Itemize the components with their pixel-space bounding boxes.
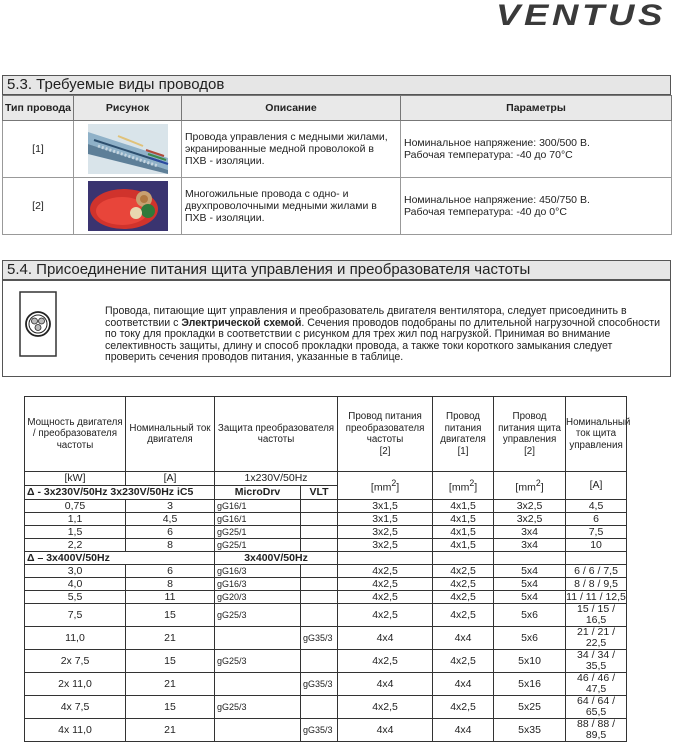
table-cell — [301, 513, 338, 526]
wire-description: Провода управления с медными жилами, экранированные медной проволокой в ПХВ - изоляции. — [182, 121, 401, 178]
table-cell: 5x6 — [494, 627, 566, 650]
multicore-cable-image — [88, 181, 168, 231]
power-wire-table — [24, 396, 631, 742]
table-row — [25, 627, 627, 650]
table-cell: 4x1,5 — [433, 539, 494, 552]
table-cell: 15 — [126, 696, 215, 719]
table-cell: 6 / 6 / 7,5 — [566, 565, 627, 578]
table-cell: 34 / 34 / 35,5 — [566, 650, 627, 673]
table-cell — [215, 673, 301, 696]
table-cell — [301, 591, 338, 604]
table-cell: 1,1 — [25, 513, 126, 526]
table-row — [25, 578, 627, 591]
table-cell: 3x1,5 — [338, 513, 433, 526]
table-cell — [301, 500, 338, 513]
table-cell: 4x2,5 — [433, 591, 494, 604]
table-cell: 21 / 21 / 22,5 — [566, 627, 627, 650]
col-type: Тип провода — [3, 96, 74, 121]
wire-params — [401, 121, 672, 178]
table-cell: 2x 7,5 — [25, 650, 126, 673]
table-cell: 7,5 — [25, 604, 126, 627]
table-cell: 4x 7,5 — [25, 696, 126, 719]
table-cell — [566, 552, 627, 565]
table-cell: gG35/3 — [301, 673, 338, 696]
col-params: Параметры — [401, 96, 672, 121]
table-row — [25, 565, 627, 578]
table-cell: 3x2,5 — [494, 513, 566, 526]
table-row — [25, 719, 627, 742]
table-cell: 11,0 — [25, 627, 126, 650]
col-wire-panel: Провод питания щита управления [2] — [494, 397, 566, 472]
table-cell: gG25/3 — [215, 604, 301, 627]
table-cell: 4x2,5 — [433, 578, 494, 591]
group1-label: Δ - 3x230V/50Hz 3x230V/50Hz iC5 — [25, 486, 215, 500]
table-cell: 88 / 88 / 89,5 — [566, 719, 627, 742]
table-cell: 15 — [126, 650, 215, 673]
ventus-logo — [494, 2, 670, 30]
table-cell: 6 — [566, 513, 627, 526]
table-cell: 64 / 64 / 65,5 — [566, 696, 627, 719]
table-cell — [301, 565, 338, 578]
table-cell — [494, 552, 566, 565]
table-cell: gG25/3 — [215, 650, 301, 673]
table-cell: 4x1,5 — [433, 500, 494, 513]
table-cell: 3x2,5 — [338, 539, 433, 552]
table-cell: 4,5 — [566, 500, 627, 513]
section-54-title: 5.4. Присоединение питания щита управления и преобразователя частоты — [2, 260, 671, 280]
table-cell: 4x2,5 — [433, 565, 494, 578]
group2-supply: 3x400V/50Hz — [215, 552, 338, 565]
table-cell: 21 — [126, 719, 215, 742]
table-cell: 8 / 8 / 9,5 — [566, 578, 627, 591]
table-cell: 5x4 — [494, 565, 566, 578]
connection-info-box — [2, 280, 671, 377]
table-cell: 4x1,5 — [433, 513, 494, 526]
table-cell: 4x 11,0 — [25, 719, 126, 742]
table-cell: gG25/3 — [215, 696, 301, 719]
table-cell: gG20/3 — [215, 591, 301, 604]
wire-temperature: Рабочая температура: -40 до 0°С — [404, 206, 567, 218]
table-cell: gG25/1 — [215, 539, 301, 552]
table-cell: 11 — [126, 591, 215, 604]
table-cell: 6 — [126, 565, 215, 578]
table-row — [25, 673, 627, 696]
unit-a: [A] — [126, 472, 215, 486]
table-cell: 8 — [126, 539, 215, 552]
table-cell: 5,5 — [25, 591, 126, 604]
table-cell: 3x4 — [494, 526, 566, 539]
unit-mm2: $[mm^2]$ — [433, 472, 494, 500]
table-cell: gG16/3 — [215, 565, 301, 578]
unit-a: [A] — [566, 472, 627, 500]
table-cell: 11 / 11 / 12,5 — [566, 590, 626, 603]
table-row — [25, 526, 627, 539]
unit-mm2: $[mm^2]$ — [494, 472, 566, 500]
group2-header — [25, 552, 627, 565]
col-motor-power: Мощность двигателя / преобразователя частоты — [25, 397, 126, 472]
table-cell: 15 — [126, 604, 215, 627]
table-cell: 4x1,5 — [433, 526, 494, 539]
col-wire-motor: Провод питания двигателя [1] — [433, 397, 494, 472]
table-cell: 1,5 — [25, 526, 126, 539]
table-row — [25, 696, 627, 719]
table-cell: 4x4 — [338, 627, 433, 650]
table-cell: 7,5 — [566, 526, 627, 539]
table-cell: 8 — [126, 578, 215, 591]
connection-text: Провода, питающие щит управления и преобразователь двигателя вентилятора, следует присоединить в соответствии с Электрической схемой. Сечения проводов подобраны по длительной нагрузочной способности по току для прокладки в соответствии с рисунком для трех жил под нагрузкой. Принимая во внимание селективность защиты, длину и способ прокладки провода, а также токи короткого замыкания следует проверить сечения проводов питания, указанные в таблице. — [105, 305, 661, 363]
cable-cross-section-icon — [19, 291, 57, 357]
table-cell: 5x35 — [494, 719, 566, 742]
table-cell — [433, 552, 494, 565]
table-cell: 4x4 — [433, 719, 494, 742]
table-cell: 10 — [566, 539, 627, 552]
table-cell — [301, 650, 338, 673]
table-cell — [338, 552, 433, 565]
col-motor-current: Номинальный ток двигателя — [126, 397, 215, 472]
table-cell: 5x10 — [494, 650, 566, 673]
unit-kw: [kW] — [25, 472, 126, 486]
table-cell: 4x2,5 — [338, 650, 433, 673]
table-cell: 4x2,5 — [338, 604, 433, 627]
wire-description: Многожильные провода с одно- и двухпроволочными медными жилами в ПХВ - изоляции. — [182, 178, 401, 235]
table-cell — [301, 604, 338, 627]
col-description: Описание — [182, 96, 401, 121]
table-cell: 4x2,5 — [433, 650, 494, 673]
table-cell: 46 / 46 / 47,5 — [566, 673, 627, 696]
table-cell: gG16/3 — [215, 578, 301, 591]
table-cell: 2,2 — [25, 539, 126, 552]
col-picture: Рисунок — [74, 96, 182, 121]
unit-supply: 1x230V/50Hz — [215, 472, 338, 486]
table-cell — [301, 578, 338, 591]
wire-type: [2] — [3, 178, 74, 235]
wire-picture-cell — [74, 178, 182, 235]
col-panel-current: Номинальный ток щита управления — [566, 397, 627, 472]
electrical-scheme-ref: Электрической схемой — [181, 316, 302, 329]
table-cell — [301, 526, 338, 539]
col-protection: Защита преобразователя частоты — [215, 397, 338, 472]
col-vlt: VLT — [301, 486, 338, 500]
table-cell: 6 — [126, 526, 215, 539]
unit-mm2: $[mm^2]$ — [338, 472, 433, 500]
wire-voltage: Номинальное напряжение: 450/750 В. — [404, 194, 590, 206]
wire-picture-cell — [74, 121, 182, 178]
table-cell: gG25/1 — [215, 526, 301, 539]
table-cell: 5x4 — [494, 591, 566, 604]
table-cell: 3x2,5 — [494, 500, 566, 513]
table-row — [25, 539, 627, 552]
table-cell: 5x25 — [494, 696, 566, 719]
table-row — [25, 604, 627, 627]
table-cell — [301, 696, 338, 719]
table-cell: 4x4 — [433, 627, 494, 650]
table-cell — [215, 719, 301, 742]
table-row — [25, 650, 627, 673]
table-cell: 3x1,5 — [338, 500, 433, 513]
wire-voltage: Номинальное напряжение: 300/500 В. — [404, 137, 590, 149]
table-cell: 4x2,5 — [338, 578, 433, 591]
wire-row-2 — [3, 178, 672, 235]
table-cell: 21 — [126, 627, 215, 650]
table-cell: 3 — [126, 500, 215, 513]
section-53-title: 5.3. Требуемые виды проводов — [2, 75, 671, 95]
table-cell: gG16/1 — [215, 513, 301, 526]
wire-types-header — [3, 96, 672, 121]
table-cell: 4x2,5 — [338, 696, 433, 719]
svg-text:VENTUS: VENTUS — [496, 0, 666, 32]
table-cell: 4x2,5 — [433, 696, 494, 719]
table-cell: 4x4 — [338, 673, 433, 696]
table-row — [25, 500, 627, 513]
power-table-header — [25, 397, 627, 472]
table-cell: 21 — [126, 673, 215, 696]
col-wire-converter: Провод питания преобразователя частоты [2] — [338, 397, 433, 472]
table-cell: 3,0 — [25, 565, 126, 578]
table-cell: 4,0 — [25, 578, 126, 591]
col-microdrv: MicroDrv — [215, 486, 301, 500]
wire-params — [401, 178, 672, 235]
table-row — [25, 513, 627, 526]
table-cell: 15 / 15 / 16,5 — [566, 604, 627, 627]
table-cell: gG35/3 — [301, 627, 338, 650]
power-table-units — [25, 472, 627, 486]
table-cell: gG35/3 — [301, 719, 338, 742]
table-cell: 3x4 — [494, 539, 566, 552]
group2-label: Δ – 3x400V/50Hz — [25, 552, 215, 565]
table-cell: 2x 11,0 — [25, 673, 126, 696]
wire-row-1 — [3, 121, 672, 178]
table-cell: 4x4 — [338, 719, 433, 742]
table-cell: 4x2,5 — [338, 591, 433, 604]
wire-type: [1] — [3, 121, 74, 178]
table-cell: 4x4 — [433, 673, 494, 696]
table-cell: 5x4 — [494, 578, 566, 591]
wire-temperature: Рабочая температура: -40 до 70°С — [404, 149, 573, 161]
shielded-cable-image — [88, 124, 168, 174]
table-cell: 0,75 — [25, 500, 126, 513]
table-cell: gG16/1 — [215, 500, 301, 513]
table-cell: 4x2,5 — [338, 565, 433, 578]
wire-types-table — [2, 95, 672, 235]
table-cell — [215, 627, 301, 650]
table-cell: 4,5 — [126, 513, 215, 526]
table-cell: 3x2,5 — [338, 526, 433, 539]
table-cell: 5x16 — [494, 673, 566, 696]
table-cell — [301, 539, 338, 552]
table-row — [25, 591, 627, 604]
table-cell: 4x2,5 — [433, 604, 494, 627]
table-cell: 5x6 — [494, 604, 566, 627]
